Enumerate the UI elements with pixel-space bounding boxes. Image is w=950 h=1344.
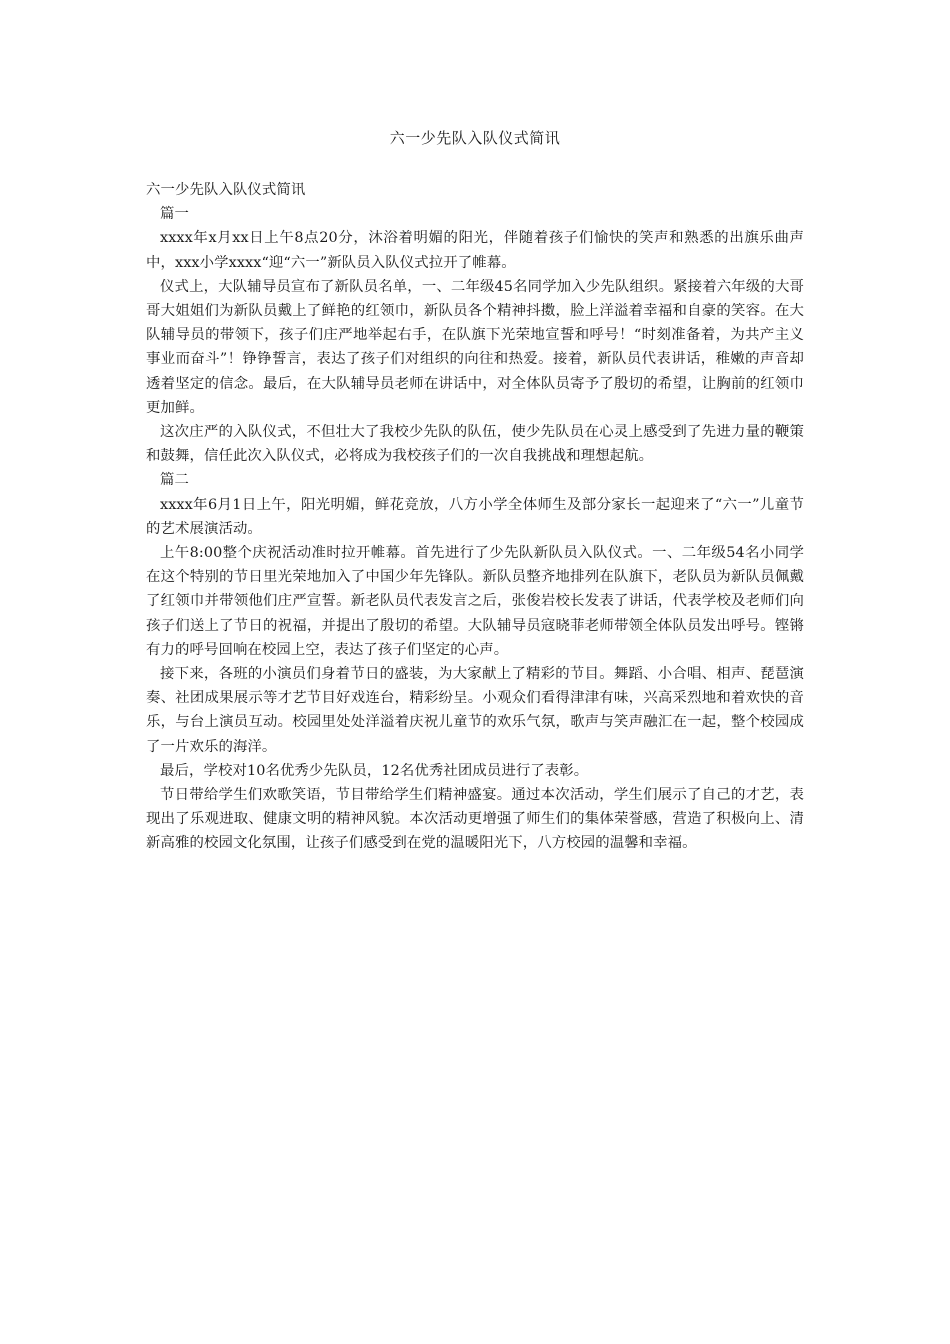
- paragraph: xxxx年x月xx日上午8点20分，沐浴着明媚的阳光，伴随着孩子们愉快的笑声和熟悉的出旗乐曲声中，xxx小学xxxx“迎“六一”新队员入队仪式拉开了帷幕。: [146, 230, 804, 271]
- body-heading: 六一少先队入队仪式简讯: [146, 182, 306, 198]
- paragraph: 接下来，各班的小演员们身着节日的盛装，为大家献上了精彩的节目。舞蹈、小合唱、相声、琵琶演奏、社团成果展示等才艺节目好戏连台，精彩纷呈。小观众们看得津津有味，兴高采烈地和着欢快的音乐，与台上演员互动。校园里处处洋溢着庆祝儿童节的欢乐气氛，歌声与笑声融汇在一起，整个校园成了一片欢乐的海洋。: [146, 666, 804, 755]
- paragraph: xxxx年6月1日上午，阳光明媚，鲜花竞放，八方小学全体师生及部分家长一起迎来了“六一”儿童节的艺术展演活动。: [146, 496, 804, 537]
- paragraph: 上午8:00整个庆祝活动准时拉开帷幕。首先进行了少先队新队员入队仪式。一、二年级54名小同学在这个特别的节日里光荣地加入了中国少年先锋队。新队员整齐地排列在队旗下，老队员为新队员佩戴了红领巾并带领他们庄严宣誓。新老队员代表发言之后，张俊岩校长发表了讲话，代表学校及老师们向孩子们送上了节日的祝福，并提出了殷切的希望。大队辅导员寇晓菲老师带领全体队员发出呼号。铿锵有力的呼号回响在校园上空，表达了孩子们坚定的心声。: [146, 545, 804, 658]
- paragraph: 节日带给学生们欢歌笑语，节目带给学生们精神盛宴。通过本次活动，学生们展示了自己的才艺，表现出了乐观进取、健康文明的精神风貌。本次活动更增强了师生们的集体荣誉感，营造了积极向上、清新高雅的校园文化氛围，让孩子们感受到在党的温暖阳光下，八方校园的温馨和幸福。: [146, 787, 804, 852]
- section-label-1: 篇一: [160, 206, 189, 223]
- section-label-2: 篇二: [160, 472, 189, 489]
- document-title: 六一少先队入队仪式简讯: [389, 129, 561, 147]
- paragraph: 仪式上，大队辅导员宣布了新队员名单，一、二年级45名同学加入少先队组织。紧接着六年级的大哥哥大姐姐们为新队员戴上了鲜艳的红领巾，新队员各个精神抖擞，脸上洋溢着幸福和自豪的笑容。在大队辅导员的带领下，孩子们庄严地举起右手，在队旗下光荣地宣誓和呼号！“时刻准备着，为共产主义事业而奋斗”！铮铮誓言，表达了孩子们对组织的向往和热爱。接着，新队员代表讲话，稚嫩的声音却透着坚定的信念。最后，在大队辅导员老师在讲话中，对全体队员寄予了殷切的希望，让胸前的红领巾更加鲜。: [146, 278, 804, 416]
- paragraph: 这次庄严的入队仪式，不但壮大了我校少先队的队伍，使少先队员在心灵上感受到了先进力量的鞭策和鼓舞，信任此次入队仪式，必将成为我校孩子们的一次自我挑战和理想起航。: [146, 424, 804, 465]
- document-body: [146, 178, 804, 856]
- paragraph: 最后，学校对10名优秀少先队员，12名优秀社团成员进行了表彰。: [160, 762, 589, 779]
